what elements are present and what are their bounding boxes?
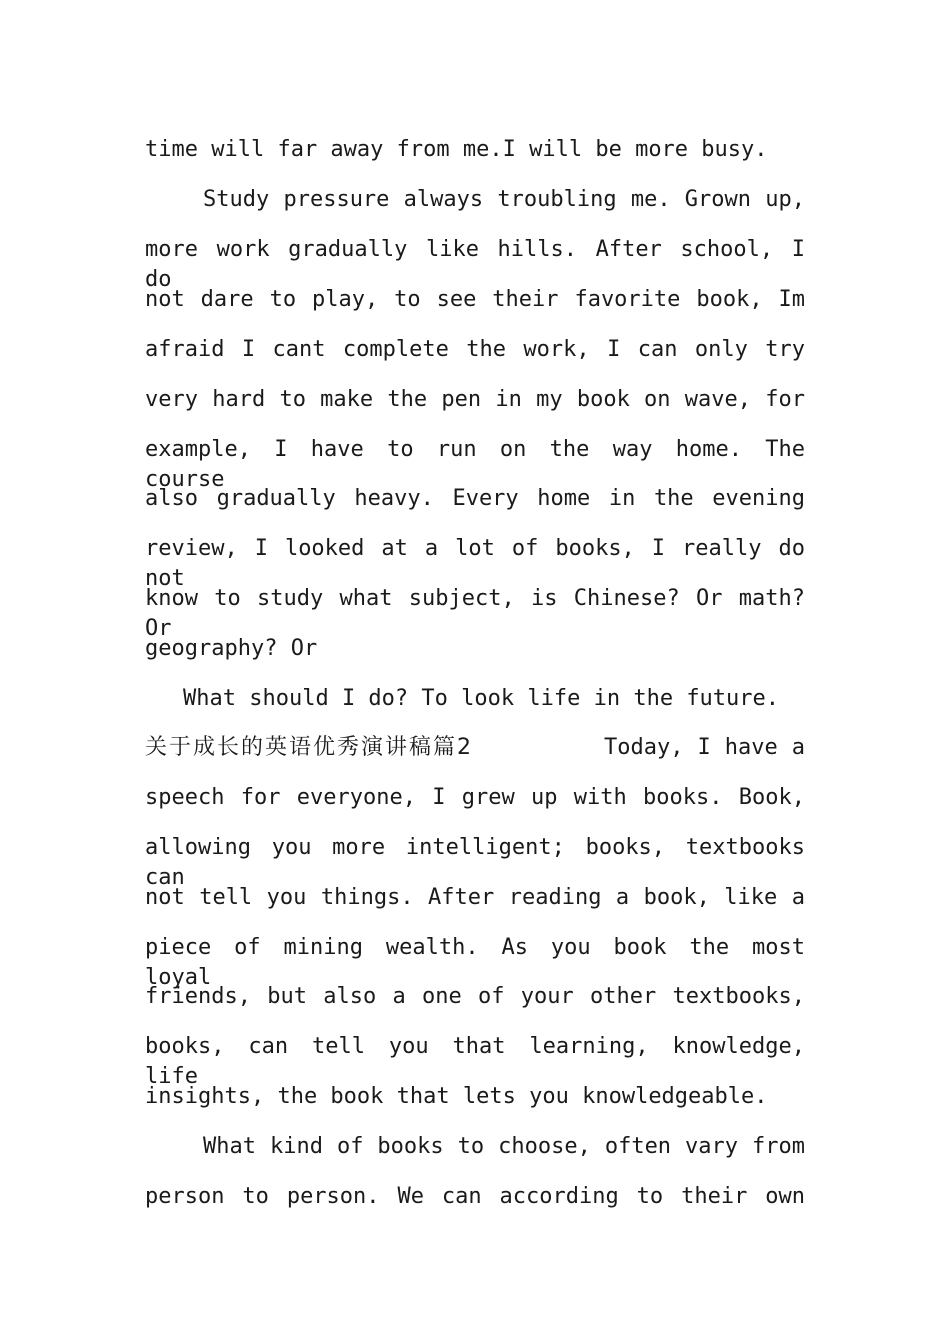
- text-line: more work gradually like hills. After school, I do: [145, 237, 805, 292]
- section-heading: 关于成长的英语优秀演讲稿篇2: [145, 735, 473, 760]
- text-line: review, I looked at a lot of books, I really do not: [145, 536, 805, 591]
- text-line: time will far away from me.I will be more busy.: [145, 137, 768, 162]
- text-line: also gradually heavy. Every home in the evening: [145, 486, 805, 511]
- text-line: geography? Or: [145, 636, 318, 661]
- text-line: not dare to play, to see their favorite book, Im: [145, 287, 805, 312]
- text-line: What should I do? To look life in the future.: [183, 686, 780, 711]
- text-line: example, I have to run on the way home. The course: [145, 437, 805, 492]
- paragraph-start-line: Study pressure always troubling me. Grown up,: [203, 187, 805, 212]
- paragraph-start-line: Today, I have a: [604, 735, 805, 760]
- text-line: allowing you more intelligent; books, textbooks can: [145, 835, 805, 890]
- text-line: afraid I cant complete the work, I can only try: [145, 337, 805, 362]
- text-line: very hard to make the pen in my book on wave, for: [145, 387, 805, 412]
- text-line: not tell you things. After reading a book, like a: [145, 885, 805, 910]
- text-line: person to person. We can according to their own: [145, 1184, 805, 1209]
- text-line: speech for everyone, I grew up with books. Book,: [145, 785, 805, 810]
- paragraph-start-line: What kind of books to choose, often vary from: [203, 1134, 805, 1159]
- text-line: insights, the book that lets you knowledgeable.: [145, 1084, 768, 1109]
- text-line: friends, but also a one of your other textbooks,: [145, 984, 805, 1009]
- text-line: books, can tell you that learning, knowledge, life: [145, 1034, 805, 1089]
- text-line: know to study what subject, is Chinese? Or math? Or: [145, 586, 805, 641]
- text-line: piece of mining wealth. As you book the most loyal: [145, 935, 805, 990]
